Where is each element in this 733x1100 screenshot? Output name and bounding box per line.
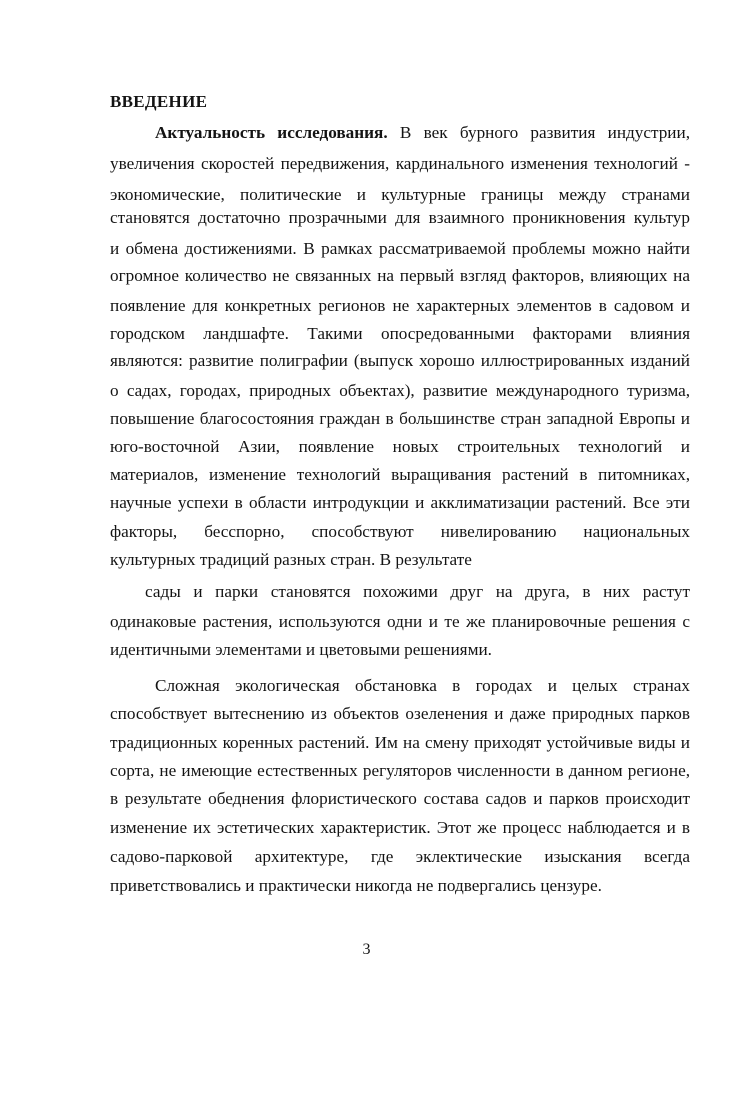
paragraph-line: становятся достаточно прозрачными для взаимного проникновения культур	[110, 208, 690, 227]
paragraph-line: Сложная экологическая обстановка в городах и целых странах	[155, 676, 690, 695]
paragraph-line: способствует вытеснению из объектов озеленения и даже природных парков	[110, 704, 690, 723]
paragraph-line: факторы, бесспорно, способствуют нивелированию национальных	[110, 522, 690, 541]
paragraph-line: культурных традиций разных стран. В результате	[110, 550, 472, 569]
paragraph-line: идентичными элементами и цветовыми решениями.	[110, 640, 492, 659]
lead-bold-text: Актуальность исследования.	[155, 123, 388, 142]
paragraph-line: садово-парковой архитектуре, где эклектические изыскания всегда	[110, 847, 690, 866]
paragraph-line: в результате обеднения флористического состава садов и парков происходит	[110, 789, 690, 808]
paragraph-line: огромное количество не связанных на первый взгляд факторов, влияющих на	[110, 266, 690, 285]
paragraph-line: одинаковые растения, используются одни и те же планировочные решения с	[110, 612, 690, 631]
paragraph-line: сады и парки становятся похожими друг на друга, в них растут	[145, 582, 690, 601]
paragraph-line: повышение благосостояния граждан в большинстве стран западной Европы и	[110, 409, 690, 428]
paragraph-line: увеличения скоростей передвижения, кардинального изменения технологий -	[110, 154, 690, 173]
paragraph-line: материалов, изменение технологий выращивания растений в питомниках,	[110, 465, 690, 484]
paragraph-line: изменение их эстетических характеристик. Этот же процесс наблюдается и в	[110, 818, 690, 837]
section-heading: ВВЕДЕНИЕ	[110, 92, 208, 111]
paragraph-line: появление для конкретных регионов не характерных элементов в садовом и	[110, 296, 690, 315]
paragraph-line: приветствовались и практически никогда не подвергались цензуре.	[110, 876, 602, 895]
paragraph-line: городском ландшафте. Такими опосредованными факторами влияния	[110, 324, 690, 343]
paragraph-line: и обмена достижениями. В рамках рассматриваемой проблемы можно найти	[110, 239, 690, 258]
paragraph-line: научные успехи в области интродукции и акклиматизации растений. Все эти	[110, 493, 690, 512]
paragraph-line: юго-восточной Азии, появление новых строительных технологий и	[110, 437, 690, 456]
paragraph-line: являются: развитие полиграфии (выпуск хорошо иллюстрированных изданий	[110, 351, 690, 370]
paragraph-line: традиционных коренных растений. Им на смену приходят устойчивые виды и	[110, 733, 690, 752]
paragraph-line: о садах, городах, природных объектах), развитие международного туризма,	[110, 381, 690, 400]
paragraph-line-text: В век бурного развития индустрии,	[387, 123, 690, 142]
paragraph-line: сорта, не имеющие естественных регуляторов численности в данном регионе,	[110, 761, 690, 780]
page-number: 3	[362, 941, 371, 958]
paragraph-line: экономические, политические и культурные границы между странами	[110, 185, 690, 204]
paragraph-line	[155, 123, 690, 143]
